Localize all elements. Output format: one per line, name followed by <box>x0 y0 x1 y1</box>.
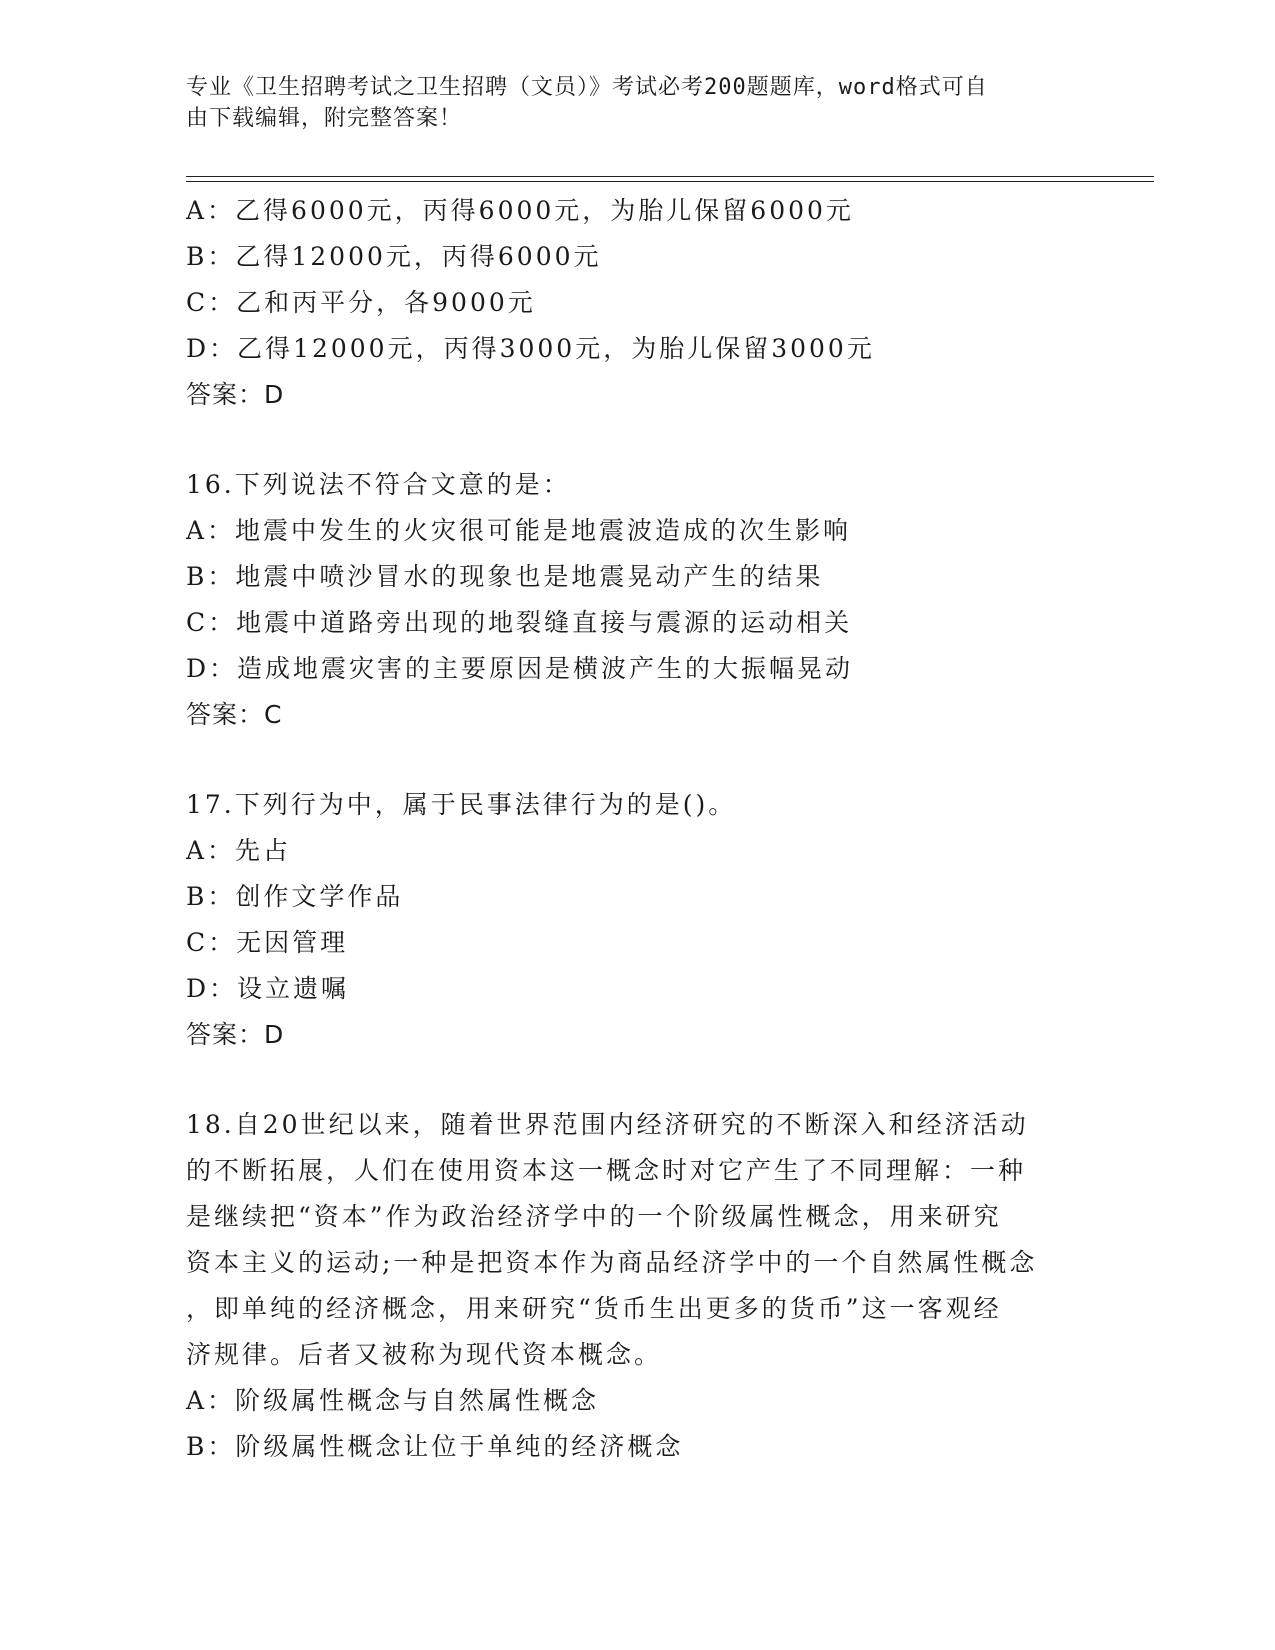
option-a: A：地震中发生的火灾很可能是地震波造成的次生影响 <box>186 516 852 545</box>
option-c: C：无因管理 <box>186 928 349 957</box>
question-stem-line: ，即单纯的经济概念，用来研究“货币生出更多的货币”这一客观经 <box>186 1294 1002 1323</box>
question-16 <box>186 462 1086 738</box>
header-rule-top <box>186 176 1154 177</box>
option-c: C：地震中道路旁出现的地裂缝直接与震源的运动相关 <box>186 608 853 637</box>
option-a: A：乙得6000元，丙得6000元，为胎儿保留6000元 <box>186 196 854 225</box>
option-d: D：造成地震灾害的主要原因是横波产生的大振幅晃动 <box>186 654 854 683</box>
question-18 <box>186 1102 1086 1470</box>
question-17 <box>186 782 1086 1058</box>
document-header <box>186 72 1066 134</box>
question-gap <box>186 418 1086 462</box>
question-stem-line: 18.自20世纪以来，随着世界范围内经济研究的不断深入和经济活动 <box>186 1110 1029 1139</box>
question-gap <box>186 738 1086 782</box>
question-15 <box>186 188 1086 418</box>
answer: 答案：D <box>186 380 285 409</box>
option-c: C：乙和丙平分，各9000元 <box>186 288 536 317</box>
question-stem: 16.下列说法不符合文意的是： <box>186 470 571 499</box>
option-d: D：设立遗嘱 <box>186 974 350 1003</box>
option-a: A：阶级属性概念与自然属性概念 <box>186 1386 600 1415</box>
question-list <box>186 188 1086 1470</box>
question-stem: 17.下列行为中，属于民事法律行为的是()。 <box>186 790 737 819</box>
question-stem-line: 是继续把“资本”作为政治经济学中的一个阶级属性概念，用来研究 <box>186 1202 1002 1231</box>
question-stem-line: 的不断拓展，人们在使用资本这一概念时对它产生了不同理解：一种 <box>186 1156 1027 1185</box>
question-stem-line: 资本主义的运动;一种是把资本作为商品经济学中的一个自然属性概念 <box>186 1248 1038 1277</box>
option-b: B：乙得12000元，丙得6000元 <box>186 242 602 271</box>
header-line-1: 专业《卫生招聘考试之卫生招聘（文员）》考试必考200题题库，word格式可自 <box>186 75 988 100</box>
option-b: B：阶级属性概念让位于单纯的经济概念 <box>186 1432 684 1461</box>
option-d: D：乙得12000元，丙得3000元，为胎儿保留3000元 <box>186 334 875 363</box>
option-b: B：地震中喷沙冒水的现象也是地震晃动产生的结果 <box>186 562 824 591</box>
question-stem-line: 济规律。后者又被称为现代资本概念。 <box>186 1340 663 1369</box>
question-gap <box>186 1058 1086 1102</box>
option-b: B：创作文学作品 <box>186 882 404 911</box>
header-rule-bottom <box>186 181 1154 182</box>
answer: 答案：D <box>186 1020 285 1049</box>
option-a: A：先占 <box>186 836 292 865</box>
header-line-2: 由下载编辑，附完整答案！ <box>186 106 463 131</box>
answer: 答案：C <box>186 700 283 729</box>
